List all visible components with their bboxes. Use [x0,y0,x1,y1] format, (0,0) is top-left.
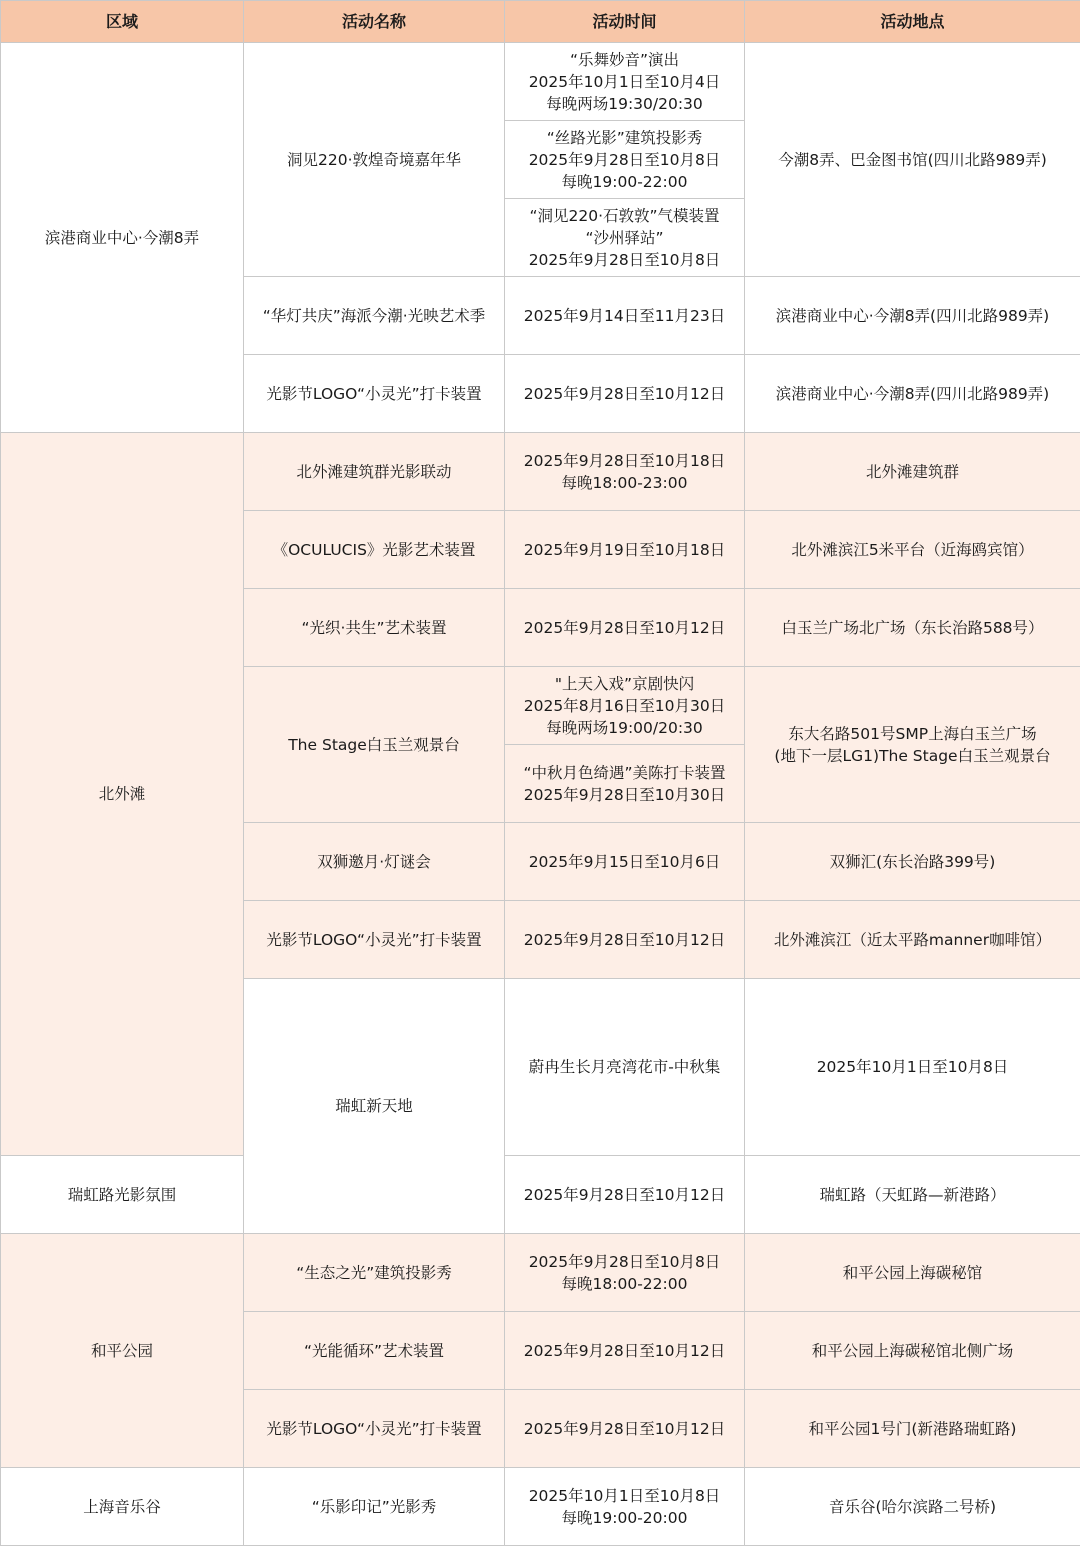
event-location: 北外滩建筑群 [748,461,1077,483]
event-name: “光能循环”艺术装置 [247,1340,501,1362]
event-name: “乐影印记”光影秀 [247,1496,501,1518]
event-location: 白玉兰广场北广场（东长治路588号） [748,617,1077,639]
event-location-cell [745,355,1080,433]
event-name-cell [244,1390,505,1468]
event-time: 2025年9月28日至10月12日 [508,617,741,639]
event-name-cell [1,1156,244,1234]
header-event-name: 活动名称 [244,1,505,43]
event-location: 和平公园上海碳秘馆 [748,1262,1077,1284]
event-time: 2025年9月28日至10月12日 [508,1418,741,1440]
event-location-cell [745,901,1080,979]
event-location-cell [745,1468,1080,1546]
header-event-time: 活动时间 [505,1,745,43]
region-cell [1,1468,244,1546]
header-event-location: 活动地点 [745,1,1080,43]
event-time: 2025年9月28日至10月18日 每晚18:00-23:00 [508,450,741,494]
header-row [1,1,1080,43]
event-location-cell [745,43,1080,277]
event-name-cell [244,511,505,589]
event-time-cell [505,1234,745,1312]
event-name-cell [244,823,505,901]
event-name: 洞见220·敦煌奇境嘉年华 [247,149,501,171]
event-time-cell [505,667,745,745]
event-location-cell [745,433,1080,511]
event-name: 瑞虹路光影氛围 [4,1184,240,1206]
event-time: 2025年9月15日至10月6日 [508,851,741,873]
event-name: 《OCULUCIS》光影艺术装置 [247,539,501,561]
event-location: 今潮8弄、巴金图书馆(四川北路989弄) [748,149,1077,171]
table-row [1,433,1080,511]
event-location-cell [745,1156,1080,1234]
region-cell [1,433,244,1156]
event-time-cell [505,1468,745,1546]
event-name-cell [244,277,505,355]
event-time-cell [505,199,745,277]
event-name: 光影节LOGO“小灵光”打卡装置 [247,383,501,405]
event-time: 2025年9月28日至10月12日 [508,929,741,951]
event-location: 东大名路501号SMP上海白玉兰广场 (地下一层LG1)The Stage白玉兰观景台 [748,723,1077,767]
event-time: 2025年9月28日至10月12日 [508,1184,741,1206]
event-name: “光织·共生”艺术装置 [247,617,501,639]
event-time-cell [505,901,745,979]
table-row [1,1156,1080,1234]
region-cell [1,1234,244,1468]
event-name-cell [244,901,505,979]
event-time: “乐舞妙音”演出 2025年10月1日至10月4日 每晚两场19:30/20:30 [508,49,741,115]
event-location: 北外滩滨江（近太平路manner咖啡馆） [748,929,1077,951]
event-location: 和平公园1号门(新港路瑞虹路) [748,1418,1077,1440]
event-time-cell [505,121,745,199]
event-time-cell [505,43,745,121]
event-name-cell [244,433,505,511]
event-name: 北外滩建筑群光影联动 [247,461,501,483]
event-location: 双狮汇(东长治路399号) [748,851,1077,873]
table-row [1,1468,1080,1546]
event-name-cell [244,1312,505,1390]
event-location-cell [745,1312,1080,1390]
event-time-cell [505,823,745,901]
event-time: 2025年10月1日至10月8日 [748,1056,1077,1078]
event-time-cell [505,433,745,511]
event-time: “丝路光影”建筑投影秀 2025年9月28日至10月8日 每晚19:00-22:00 [508,127,741,193]
event-time: 2025年9月19日至10月18日 [508,539,741,561]
region-cell [1,43,244,433]
event-time: 2025年10月1日至10月8日 每晚19:00-20:00 [508,1485,741,1529]
event-name: 蔚冉生长月亮湾花市-中秋集 [508,1056,741,1078]
event-name-cell [244,1234,505,1312]
event-time: 2025年9月14日至11月23日 [508,305,741,327]
event-location-cell [745,589,1080,667]
event-name-cell [505,979,745,1156]
event-location: 音乐谷(哈尔滨路二号桥) [748,1496,1077,1518]
event-time-cell [505,277,745,355]
event-time-cell [505,355,745,433]
header-region: 区域 [1,1,244,43]
region-label: 滨港商业中心·今潮8弄 [4,227,240,249]
event-time-cell [505,1156,745,1234]
event-time: “中秋月色绮遇”美陈打卡装置 2025年9月28日至10月30日 [508,762,741,806]
event-location: 北外滩滨江5米平台（近海鸥宾馆） [748,539,1077,561]
event-name-cell [244,355,505,433]
table-row [1,1234,1080,1312]
event-name-cell [244,43,505,277]
event-name: “生态之光”建筑投影秀 [247,1262,501,1284]
event-location-cell [745,823,1080,901]
event-time-cell [505,1312,745,1390]
event-name-cell [244,667,505,823]
event-time: 2025年9月28日至10月12日 [508,383,741,405]
table-row [1,43,1080,121]
event-time-cell [505,745,745,823]
region-label: 瑞虹新天地 [247,1095,501,1117]
region-label: 上海音乐谷 [4,1496,240,1518]
event-time: "上天入戏”京剧快闪 2025年8月16日至10月30日 每晚两场19:00/20:30 [508,673,741,739]
event-location-cell [745,1390,1080,1468]
event-location: 滨港商业中心·今潮8弄(四川北路989弄) [748,305,1077,327]
event-name: “华灯共庆”海派今潮·光映艺术季 [247,305,501,327]
region-cell [244,979,505,1234]
event-location-cell [745,667,1080,823]
event-time-cell [505,511,745,589]
region-label: 北外滩 [4,783,240,805]
event-time-cell [745,979,1080,1156]
event-location: 和平公园上海碳秘馆北侧广场 [748,1340,1077,1362]
event-name: 光影节LOGO“小灵光”打卡装置 [247,1418,501,1440]
event-time-cell [505,589,745,667]
event-time: 2025年9月28日至10月8日 每晚18:00-22:00 [508,1251,741,1295]
event-location-cell [745,1234,1080,1312]
event-time-cell [505,1390,745,1468]
event-time: “洞见220·石敦敦”气模装置 “沙州驿站” 2025年9月28日至10月8日 [508,205,741,271]
event-name-cell [244,589,505,667]
event-name: The Stage白玉兰观景台 [247,734,501,756]
event-name: 光影节LOGO“小灵光”打卡装置 [247,929,501,951]
event-time: 2025年9月28日至10月12日 [508,1340,741,1362]
event-location-cell [745,511,1080,589]
event-name: 双狮邀月·灯谜会 [247,851,501,873]
event-location-cell [745,277,1080,355]
event-location: 瑞虹路（天虹路—新港路） [748,1184,1077,1206]
event-location: 滨港商业中心·今潮8弄(四川北路989弄) [748,383,1077,405]
event-name-cell [244,1468,505,1546]
region-label: 和平公园 [4,1340,240,1362]
